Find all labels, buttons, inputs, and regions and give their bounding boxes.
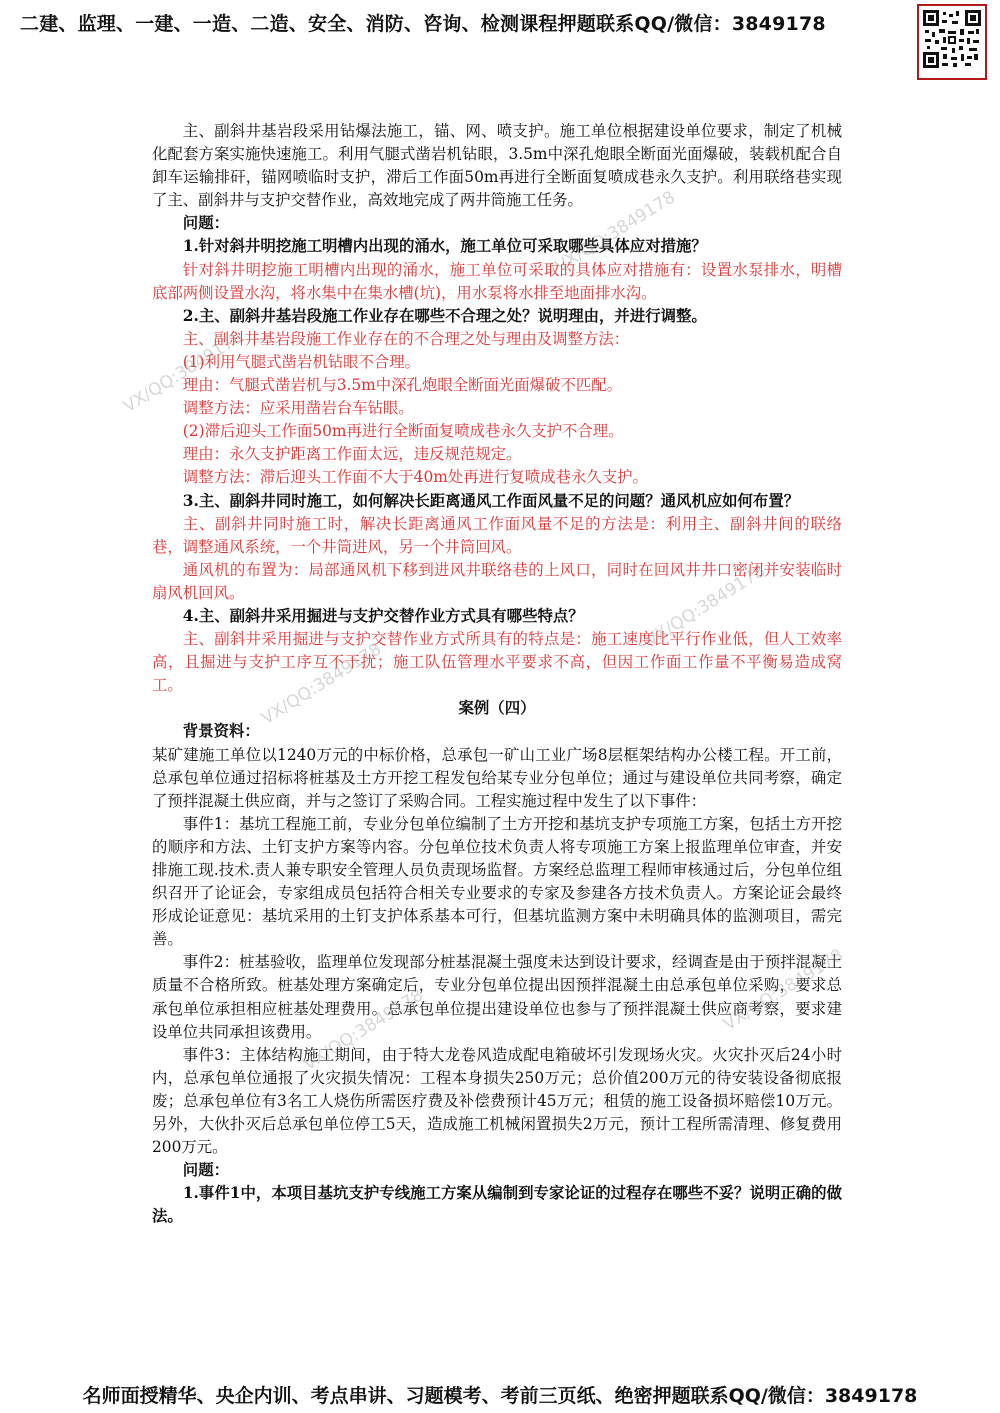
qr-code-icon	[923, 10, 981, 68]
answer-2-item-1-fix: 调整方法：应采用凿岩台车钻眼。	[182, 399, 414, 418]
question-3: 3.主、副斜井同时施工，如何解决长距离通风工作面风量不足的问题？通风机应如何布置？	[182, 491, 800, 510]
answer-3-part-2: 通风机的布置为：局部通风机下移到进风井联络巷的上风口，同时在回风井井口密闭并安装临时扇风机回风。	[152, 560, 842, 602]
event-1: 事件1：基坑工程施工前，专业分包单位编制了土方开挖和基坑支护专项施工方案，包括土方开挖的顺序和方法、土钉支护方案等内容。分包单位技术负责人将专项施工方案上报监理单位审查，并安排施工现.技术.责人兼专职安全管理人员负责现场监督。方案经总监理工程师审核通过后，分包单位组织召开了论证会，专家组成员包括符合相关专业要求的专家及参建各方技术负责人。方案论证会最终形成论证意见：基坑采用的土钉支护体系基本可行，但基坑监测方案中未明确具体的监测项目，需完善。	[152, 814, 842, 949]
question-4: 4.主、副斜井采用掘进与支护交替作业方式具有哪些特点？	[182, 606, 584, 625]
questions-heading-2: 问题：	[182, 1161, 229, 1180]
answer-2-intro: 主、副斜井基岩段施工作业存在的不合理之处与理由及调整方法：	[182, 329, 630, 348]
answer-2-item-2: (2)滞后迎头工作面50m再进行全断面复喷成巷永久支护不合理。	[182, 422, 624, 441]
background-paragraph: 某矿建施工单位以1240万元的中标价格，总承包一矿山工业广场8层框架结构办公楼工程。开工前，总承包单位通过招标将桩基及土方开挖工程发包给某专业分包单位；通过与建设单位共同考察，确定了预拌混凝土供应商，并与之签订了采购合同。工程实施过程中发生了以下事件：	[152, 745, 842, 810]
header-ad-text: 二建、监理、一建、一造、二造、安全、消防、咨询、检测课程押题联系QQ/微信：3849178	[20, 13, 826, 35]
answer-2-item-2-fix: 调整方法：滞后迎头工作面不大于40m处再进行复喷成巷永久支护。	[182, 468, 648, 487]
answer-1: 针对斜井明挖施工明槽内出现的涌水，施工单位可采取的具体应对措施有：设置水泵排水，明槽底部两侧设置水沟，将水集中在集水槽(坑)，用水泵将水排至地面排水沟。	[152, 260, 842, 302]
event-3: 事件3：主体结构施工期间，由于特大龙卷风造成配电箱破坏引发现场火灾。火灾扑灭后24小时内，总承包单位通报了火灾损失情况：工程本身损失250万元；总价值200万元的待安装设备彻底报废；总承包单位有3名工人烧伤所需医疗费及补偿费预计45万元；租赁的施工设备损坏赔偿10万元。另外，大伙扑灭后总承包单位停工5天，造成施工机械闲置损失2万元，预计工程所需清理、修复费用200万元。	[152, 1045, 842, 1157]
question-1: 1.针对斜井明挖施工明槽内出现的涌水，施工单位可采取哪些具体应对措施？	[182, 237, 707, 256]
background-heading: 背景资料：	[182, 722, 260, 741]
document-body	[152, 120, 842, 1229]
answer-2-item-1: (1)利用气腿式凿岩机钻眼不合理。	[182, 352, 421, 371]
question-case4-1: 1.事件1中，本项目基坑支护专线施工方案从编制到专家论证的过程存在哪些不妥？说明正确的做法。	[152, 1184, 842, 1226]
watermark-text: VX/QQ:3849178	[720, 945, 847, 1035]
watermark-text: VX/QQ:3849178	[258, 639, 385, 729]
questions-heading: 问题：	[182, 214, 229, 233]
page-footer: 名师面授精华、央企内训、考点串讲、习题模考、考前三页纸、绝密押题联系QQ/微信：3849178	[82, 1385, 918, 1407]
answer-2-item-1-reason: 理由：气腿式凿岩机与3.5m中深孔炮眼全断面光面爆破不匹配。	[182, 376, 623, 395]
watermark-text: VX/QQ:3849178	[552, 187, 679, 277]
event-2: 事件2：桩基验收，监理单位发现部分桩基混凝土强度未达到设计要求，经调查是由于预拌混凝土质量不合格所致。桩基处理方案确定后，专业分包单位提出因预拌混凝土由总承包单位采购，要求总承包单位承担相应桩基处理费用。总承包单位提出建设单位也参与了预拌混凝土供应商考察，要求建设单位共同承担该费用。	[152, 953, 842, 1041]
paragraph-methods: 主、副斜井基岩段采用钻爆法施工，锚、网、喷支护。施工单位根据建设单位要求，制定了机械化配套方案实施快速施工。利用气腿式凿岩机钻眼，3.5m中深孔炮眼全断面光面爆破，装载机配合自卸车运输排矸，锚网喷临时支护，滞后工作面50m再进行全断面复喷成巷永久支护。利用联络巷实现了主、副斜井与支护交替作业，高效地完成了两井筒施工任务。	[152, 122, 842, 210]
answer-3-part-1: 主、副斜井同时施工时，解决长距离通风工作面风量不足的方法是：利用主、副斜井间的联络巷，调整通风系统，一个井筒进风，另一个井筒回风。	[152, 514, 842, 556]
case-title: 案例（四）	[458, 699, 536, 718]
watermark-text: VX/QQ:3849178	[642, 561, 769, 651]
page-header	[0, 0, 1000, 50]
qr-code	[917, 4, 987, 80]
question-2: 2.主、副斜井基岩段施工作业存在哪些不合理之处？说明理由，并进行调整。	[182, 306, 707, 325]
watermark-text: VX/QQ:3849178	[300, 985, 427, 1075]
watermark-text: VX/QQ:3849178	[120, 327, 247, 417]
answer-4: 主、副斜井采用掘进与支护交替作业方式所具有的特点是：施工速度比平行作业低，但人工效率高，且掘进与支护工序互不干扰；施工队伍管理水平要求不高，但因工作面工作量不平衡易造成窝工。	[152, 630, 842, 695]
answer-2-item-2-reason: 理由：永久支护距离工作面太远，违反规范规定。	[182, 445, 522, 464]
